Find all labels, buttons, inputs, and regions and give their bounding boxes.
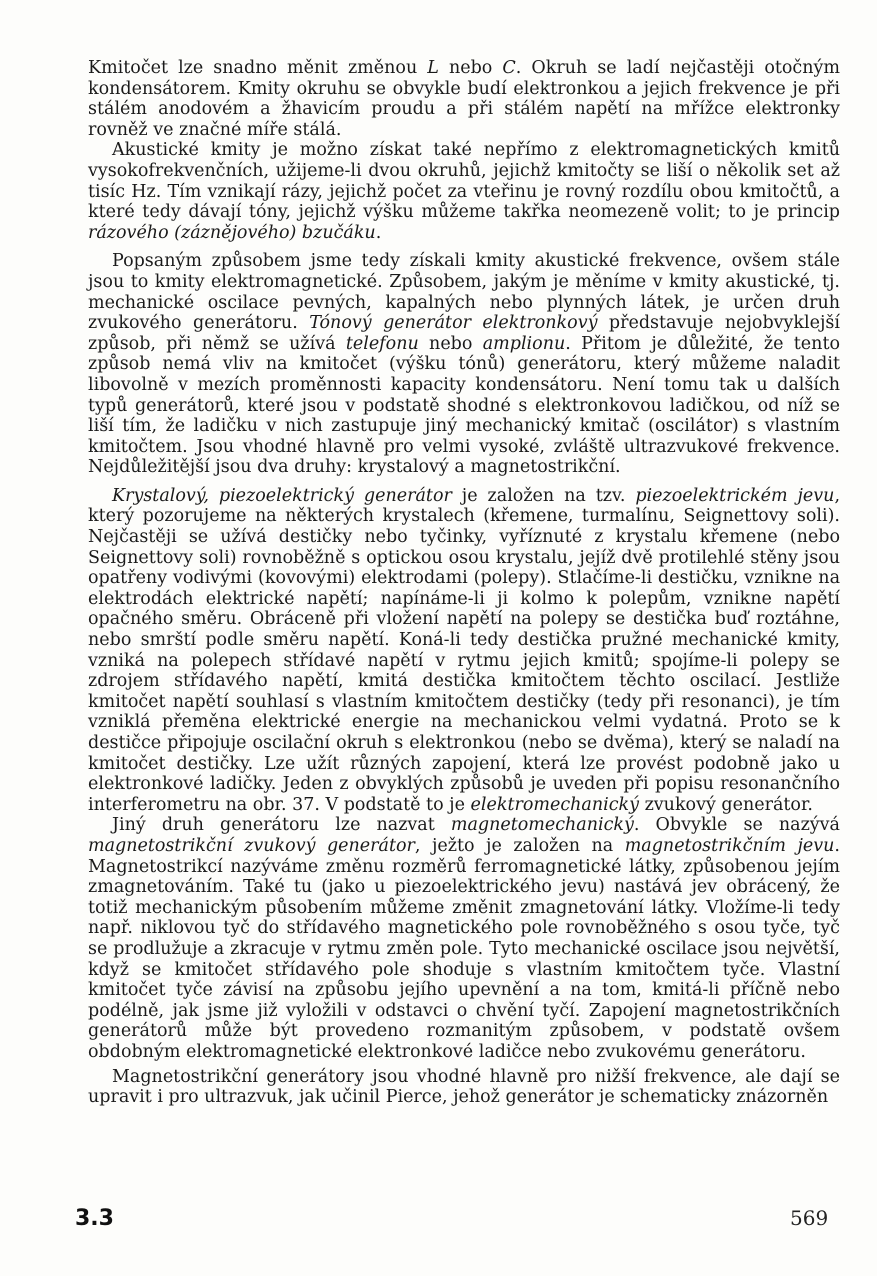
paragraph-6 xyxy=(88,1067,840,1108)
paragraph-1 xyxy=(88,58,840,140)
text-run: Kmitočet lze snadno měnit změnou xyxy=(88,58,428,78)
text-run: . Magnetostrikcí nazýváme změnu rozměrů ferromagnetické látky, způsobenou jejím zmagnetováním. Také tu (jako u piezoelektrického jevu) nastává jev obrácený, že totiž mechanickým působením můžeme změnit zmagnetování látky. Vložíme-li tedy např. niklovou tyč do střídavého magnetického pole rovnoběžného s osou tyče, tyč se prodlužuje a zkracuje v rytmu změn pole. Tyto mechanické oscilace jsou největší, když se kmitočet střídavého pole shoduje s vlastním kmitočtem tyče. Vlastní kmitočet tyče závisí na způsobu jejího upevnění a na tom, kmitá-li příčně nebo podélně, jak jsme již vyložili v odstavci o chvění tyčí. Zapojení magnetostrikčních generátorů může být provedeno rozmanitým způsobem, v podstatě ovšem obdobným elektromagnetické elektronkové ladičce nebo zvukovému generátoru. xyxy=(88,835,840,1062)
italic-term: Krystalový, piezoelektrický generátor xyxy=(112,485,452,506)
text-run: Jiný druh generátoru lze nazvat xyxy=(112,815,451,836)
italic-term: magnetostrikční zvukový generátor xyxy=(88,835,415,856)
paragraph-3 xyxy=(88,251,840,478)
text-run: Akustické kmity je možno získat také nepřímo z elektromagnetických kmitů vysokofrekvenčních, užijeme-li dvou okruhů, jejichž kmitočty se liší o několik set až tisíc Hz. Tím vznikají rázy, jejichž počet za vteřinu je rovný rozdílu obou kmitočtů, a které tedy dávají tóny, jejichž výšku můžeme takřka neomezeně volit; to je princip xyxy=(88,140,840,223)
text-run: . Přitom je důležité, že tento způsob nemá vliv na kmitočet (výšku tónů) generátoru, který můžeme naladit libovolně v mezích proměnnosti kapacity kondensátoru. Není tomu tak u dalších typů generátorů, které jsou v podstatě shodné s elektronkovou ladičkou, od níž se liší tím, že ladičku v nich zastupuje jiný mechanický kmitač (oscilátor) s vlastním kmitočtem. Jsou vhodné hlavně pro velmi vysoké, zvláště ultrazvukové frekvence. Nejdůležitější jsou dva druhy: krystalový a magnetostrikční. xyxy=(88,333,841,478)
italic-term: L xyxy=(427,58,439,78)
page-number: 569 xyxy=(790,1206,829,1230)
text-run: . Obvykle se nazývá xyxy=(633,815,840,836)
text-run: Magnetostrikční generátory jsou vhodné hlavně pro nižší frekvence, ale dají se upravit i pro ultrazvuk, jak učinil Pierce, jehož generátor je schematicky znázorněn xyxy=(88,1066,840,1108)
italic-term: amplionu xyxy=(482,333,566,354)
text-run: nebo xyxy=(418,333,483,354)
text-run: nebo xyxy=(438,58,503,78)
text-run: představuje nejobvyklejší způsob, při němž se užívá xyxy=(88,313,840,354)
page-body xyxy=(88,58,840,1108)
italic-term: rázového (záznějového) bzučáku xyxy=(88,222,376,243)
italic-term: Tónový generátor elektronkový xyxy=(309,313,598,334)
italic-term: magnetostrikčním jevu xyxy=(624,835,835,856)
text-run: . xyxy=(375,222,382,243)
text-run: zvukový generátor. xyxy=(639,794,813,815)
text-run: , který pozorujeme na některých krystalech (křemene, turmalínu, Seignettovy soli). Nejčastěji se užívá destičky nebo tyčinky, vyříznuté z krystalu křemene (nebo Seignettovy soli) rovnoběžně s optickou osou krystalu, jejíž dvě protilehlé stěny jsou opatřeny vodivými (kovovými) elektrodami (polepy). Stlačíme-li destičku, vznikne na elektrodách elektrické napětí; napínáme-li ji kolmo k polepům, vznikne napětí opačného směru. Obráceně při vložení napětí na polepy se destička buď roztáhne, nebo smrští podle směru napětí. Koná-li tedy destička pružné mechanické kmity, vzniká na polepech střídavé napětí v rytmu jejich kmitů; spojíme-li polepy se zdrojem střídavého napětí, kmitá destička kmitočtem těchto oscilací. Jestliže kmitočet napětí souhlasí s vlastním kmitočtem destičky (tedy při resonanci), je tím vzniklá přeměna elektrické energie na mechanickou velmi vydatná. Proto se k destičce připojuje oscilační okruh s elektronkou (nebo se dvěma), který se naladí na kmitočet destičky. Lze užít různých zapojení, která lze provést podobně jako u elektronkové ladičky. Jeden z obvyklých způsobů je uveden při popisu resonančního interferometru na obr. 37. V podstatě to je xyxy=(88,485,841,815)
italic-term: elektromechanický xyxy=(470,794,639,815)
italic-term: C xyxy=(502,58,516,78)
italic-term: telefonu xyxy=(345,333,419,354)
paragraph-4 xyxy=(88,486,840,816)
paragraph-5 xyxy=(88,815,840,1062)
italic-term: piezoelektrickém jevu xyxy=(635,485,835,506)
section-number: 3.3 xyxy=(75,1206,114,1231)
paragraph-2 xyxy=(88,140,840,243)
text-run: . Okruh se ladí nejčastěji otočným kondensátorem. Kmity okruhu se obvykle budí elektronkou a jejich frekvence je při stálém anodovém a žhavicím proudu a při stálém napětí na mřížce elektronky rovněž ve značné míře stálá. xyxy=(88,58,840,140)
text-run: je založen na tzv. xyxy=(451,485,636,506)
italic-term: magnetomechanický xyxy=(450,815,634,836)
text-run: , ježto je založen na xyxy=(414,835,625,856)
text-run: Popsaným způsobem jsme tedy získali kmity akustické frekvence, ovšem stále jsou to kmity elektromagnetické. Způsobem, jakým je měníme v kmity akustické, tj. mechanické oscilace pevných, kapalných nebo plynných látek, je určen druh zvukového generátoru. xyxy=(88,251,840,334)
